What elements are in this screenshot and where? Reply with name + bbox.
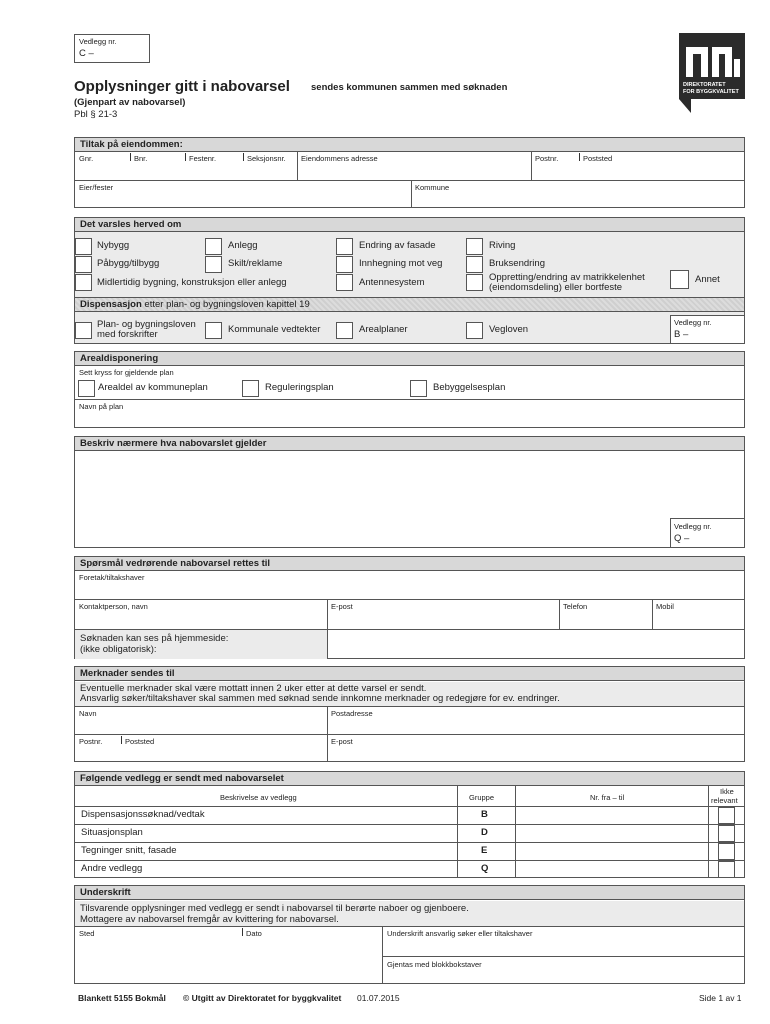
label-regulering: Reguleringsplan xyxy=(265,382,334,393)
checkbox-nybygg[interactable] xyxy=(75,238,92,255)
section-merknader-header: Merknader sendes til xyxy=(75,667,744,681)
label-bebyggelse: Bebyggelsesplan xyxy=(433,382,506,393)
section-beskriv-header: Beskriv nærmere hva nabovarslet gjelder xyxy=(75,437,744,451)
col-ikke-2: relevant xyxy=(711,796,738,805)
checkbox-kommunale[interactable] xyxy=(205,322,222,339)
dibk-logo xyxy=(679,33,745,113)
vedlegg-row-desc: Tegninger snitt, fasade xyxy=(81,845,177,856)
label-antenne: Antennesystem xyxy=(359,277,425,288)
label-annet: Annet xyxy=(695,274,720,285)
label-oppretting-1: Oppretting/endring av matrikkelenhet xyxy=(489,272,645,283)
label-endring-fasade: Endring av fasade xyxy=(359,240,436,251)
epost-label: E-post xyxy=(331,602,353,611)
checkbox-riving[interactable] xyxy=(466,238,483,255)
dispensasjon-header xyxy=(75,298,744,311)
checkbox-midlertidig[interactable] xyxy=(75,274,92,291)
dato-label: Dato xyxy=(246,929,262,938)
sign-label: Underskrift ansvarlig søker eller tiltakshaver xyxy=(387,929,533,938)
section-vedlegg xyxy=(74,771,745,878)
underskrift-text-2: Mottagere av nabovarsel fremgår av kvittering for nabovarsel. xyxy=(80,914,339,925)
vedlegg-row-group: E xyxy=(481,845,488,856)
sign-divider xyxy=(382,956,744,957)
checkbox-annet[interactable] xyxy=(670,270,689,289)
vedlegg-nr-value: C – xyxy=(79,48,94,59)
vedlegg-q-value: Q – xyxy=(674,533,690,544)
form-title: Opplysninger gitt i nabovarsel xyxy=(74,78,290,95)
label-nybygg: Nybygg xyxy=(97,240,130,251)
vedlegg-row-nr-field[interactable] xyxy=(516,807,707,823)
footer-blankett: Blankett 5155 Bokmål xyxy=(78,993,166,1003)
col-beskrivelse: Beskrivelse av vedlegg xyxy=(220,793,297,802)
merknader-text-1: Eventuelle merknader skal være mottatt innen 2 uker etter at dette varsel er sendt. xyxy=(80,683,427,694)
footer-date: 01.07.2015 xyxy=(357,993,400,1003)
merknader-navn-label: Navn xyxy=(79,709,97,718)
vedlegg-b-label: Vedlegg nr. xyxy=(674,318,712,327)
label-innhegning: Innhegning mot veg xyxy=(359,258,443,269)
checkbox-regulering[interactable] xyxy=(242,380,259,397)
dispensasjon-rest: etter plan- og bygningsloven kapittel 19 xyxy=(141,299,310,310)
merknader-postadresse-label: Postadresse xyxy=(331,709,373,718)
vedlegg-row-desc: Situasjonsplan xyxy=(81,827,143,838)
section-underskrift-header: Underskrift xyxy=(75,886,744,900)
checkbox-skilt[interactable] xyxy=(205,256,222,273)
section-areal xyxy=(74,351,745,428)
foretak-label: Foretak/tiltakshaver xyxy=(79,573,145,582)
checkbox-ikke-relevant[interactable] xyxy=(718,861,735,878)
dibk-logo-mark xyxy=(679,33,745,113)
label-pbl-1: Plan- og bygningsloven xyxy=(97,319,196,330)
postnr-label: Postnr. xyxy=(535,154,559,163)
vedlegg-b-value: B – xyxy=(674,329,689,340)
label-pabygg: Påbygg/tilbygg xyxy=(97,258,160,269)
section-varsles xyxy=(74,217,745,344)
kommune-label: Kommune xyxy=(415,183,450,192)
col-nr: Nr. fra – til xyxy=(590,793,625,802)
checkbox-bruksendring[interactable] xyxy=(466,256,483,273)
merknader-postnr-label: Postnr. xyxy=(79,737,103,746)
label-arealplaner: Arealplaner xyxy=(359,324,408,335)
poststed-label: Poststed xyxy=(583,154,613,163)
merknader-text-2: Ansvarlig søker/tiltakshaver skal sammen med søknad sende innkomne merknader og redegjøre for ev. endringer. xyxy=(80,693,560,704)
col-ikke-1: Ikke xyxy=(720,787,734,796)
navn-plan-label: Navn på plan xyxy=(79,402,124,411)
checkbox-pbl[interactable] xyxy=(75,322,92,339)
checkbox-innhegning[interactable] xyxy=(336,256,353,273)
areal-note: Sett kryss for gjeldende plan xyxy=(79,368,174,377)
label-kommunale: Kommunale vedtekter xyxy=(228,324,321,335)
checkbox-antenne[interactable] xyxy=(336,274,353,291)
vedlegg-row-nr-field[interactable] xyxy=(516,843,707,859)
section-underskrift xyxy=(74,885,745,984)
label-riving: Riving xyxy=(489,240,516,251)
vedlegg-nr-box-top[interactable] xyxy=(74,34,150,63)
section-tiltak xyxy=(74,137,745,208)
law-reference: Pbl § 21-3 xyxy=(74,109,118,120)
kontakt-label: Kontaktperson, navn xyxy=(79,602,148,611)
checkbox-pabygg[interactable] xyxy=(75,256,92,273)
footer-copyright: © Utgitt av Direktoratet for byggkvalitet xyxy=(183,993,342,1003)
telefon-label: Telefon xyxy=(563,602,588,611)
vedlegg-q-label: Vedlegg nr. xyxy=(674,522,712,531)
checkbox-endring-fasade[interactable] xyxy=(336,238,353,255)
checkbox-oppretting[interactable] xyxy=(466,274,483,291)
section-sporsmal-header: Spørsmål vedrørende nabovarsel rettes til xyxy=(75,557,744,571)
label-anlegg: Anlegg xyxy=(228,240,258,251)
vedlegg-nr-label: Vedlegg nr. xyxy=(79,37,117,46)
logo-text-2: FOR BYGGKVALITET xyxy=(683,89,739,95)
gjentas-label: Gjentas med blokkbokstaver xyxy=(387,960,482,969)
checkbox-arealdel[interactable] xyxy=(78,380,95,397)
vedlegg-row-desc: Andre vedlegg xyxy=(81,863,143,874)
underskrift-text-1: Tilsvarende opplysninger med vedlegg er sendt i nabovarsel til berørte naboer og gjenboere. xyxy=(80,903,469,914)
section-tiltak-header: Tiltak på eiendommen: xyxy=(75,138,744,152)
section-varsles-header: Det varsles herved om xyxy=(75,218,744,232)
section-beskriv xyxy=(74,436,745,548)
vedlegg-row-desc: Dispensasjonssøknad/vedtak xyxy=(81,809,205,820)
form-title-suffix: sendes kommunen sammen med søknaden xyxy=(311,82,508,93)
hjemmeside-label-1: Søknaden kan ses på hjemmeside: xyxy=(80,633,229,644)
dispensasjon-bold: Dispensasjon xyxy=(80,299,142,310)
vedlegg-row-group: B xyxy=(481,809,488,820)
festenr-label: Festenr. xyxy=(189,154,217,163)
label-skilt: Skilt/reklame xyxy=(228,258,283,269)
label-vegloven: Vegloven xyxy=(489,324,529,335)
vedlegg-row-group: D xyxy=(481,827,488,838)
label-midlertidig: Midlertidig bygning, konstruksjon eller anlegg xyxy=(97,277,287,288)
section-merknader xyxy=(74,666,745,762)
gnr-label: Gnr. xyxy=(79,154,94,163)
checkbox-bebyggelse[interactable] xyxy=(410,380,427,397)
footer-page: Side 1 av 1 xyxy=(699,993,742,1003)
seksjonsnr-label: Seksjonsnr. xyxy=(247,154,286,163)
section-sporsmal xyxy=(74,556,745,659)
sted-label: Sted xyxy=(79,929,95,938)
label-oppretting-2: (eiendomsdeling) eller bortfeste xyxy=(489,282,623,293)
vedlegg-row-nr-field[interactable] xyxy=(516,825,707,841)
vedlegg-nr-box-b[interactable] xyxy=(670,315,745,344)
merknader-epost-label: E-post xyxy=(331,737,353,746)
logo-text-1: DIREKTORATET xyxy=(683,82,726,88)
bnr-label: Bnr. xyxy=(134,154,148,163)
checkbox-ikke-relevant[interactable] xyxy=(718,807,735,824)
merknader-poststed-label: Poststed xyxy=(125,737,155,746)
checkbox-arealplaner[interactable] xyxy=(336,322,353,339)
section-areal-header: Arealdisponering xyxy=(75,352,744,366)
vedlegg-row-nr-field[interactable] xyxy=(516,861,707,877)
mobil-label: Mobil xyxy=(656,602,674,611)
form-subtitle: (Gjenpart av nabovarsel) xyxy=(74,97,186,108)
checkbox-anlegg[interactable] xyxy=(205,238,222,255)
label-pbl-2: med forskrifter xyxy=(97,329,158,340)
col-gruppe: Gruppe xyxy=(469,793,495,802)
vedlegg-row-group: Q xyxy=(481,863,489,874)
hjemmeside-label-2: (ikke obligatorisk): xyxy=(80,644,157,655)
label-arealdel: Arealdel av kommuneplan xyxy=(98,382,208,393)
adresse-label: Eiendommens adresse xyxy=(301,154,378,163)
checkbox-ikke-relevant[interactable] xyxy=(718,825,735,842)
eier-label: Eier/fester xyxy=(79,183,114,192)
label-bruksendring: Bruksendring xyxy=(489,258,545,269)
checkbox-ikke-relevant[interactable] xyxy=(718,843,735,860)
vedlegg-nr-box-q[interactable] xyxy=(670,518,745,548)
beskriv-textarea[interactable] xyxy=(75,451,744,547)
section-vedlegg-header: Følgende vedlegg er sendt med nabovarselet xyxy=(75,772,744,786)
checkbox-vegloven[interactable] xyxy=(466,322,483,339)
